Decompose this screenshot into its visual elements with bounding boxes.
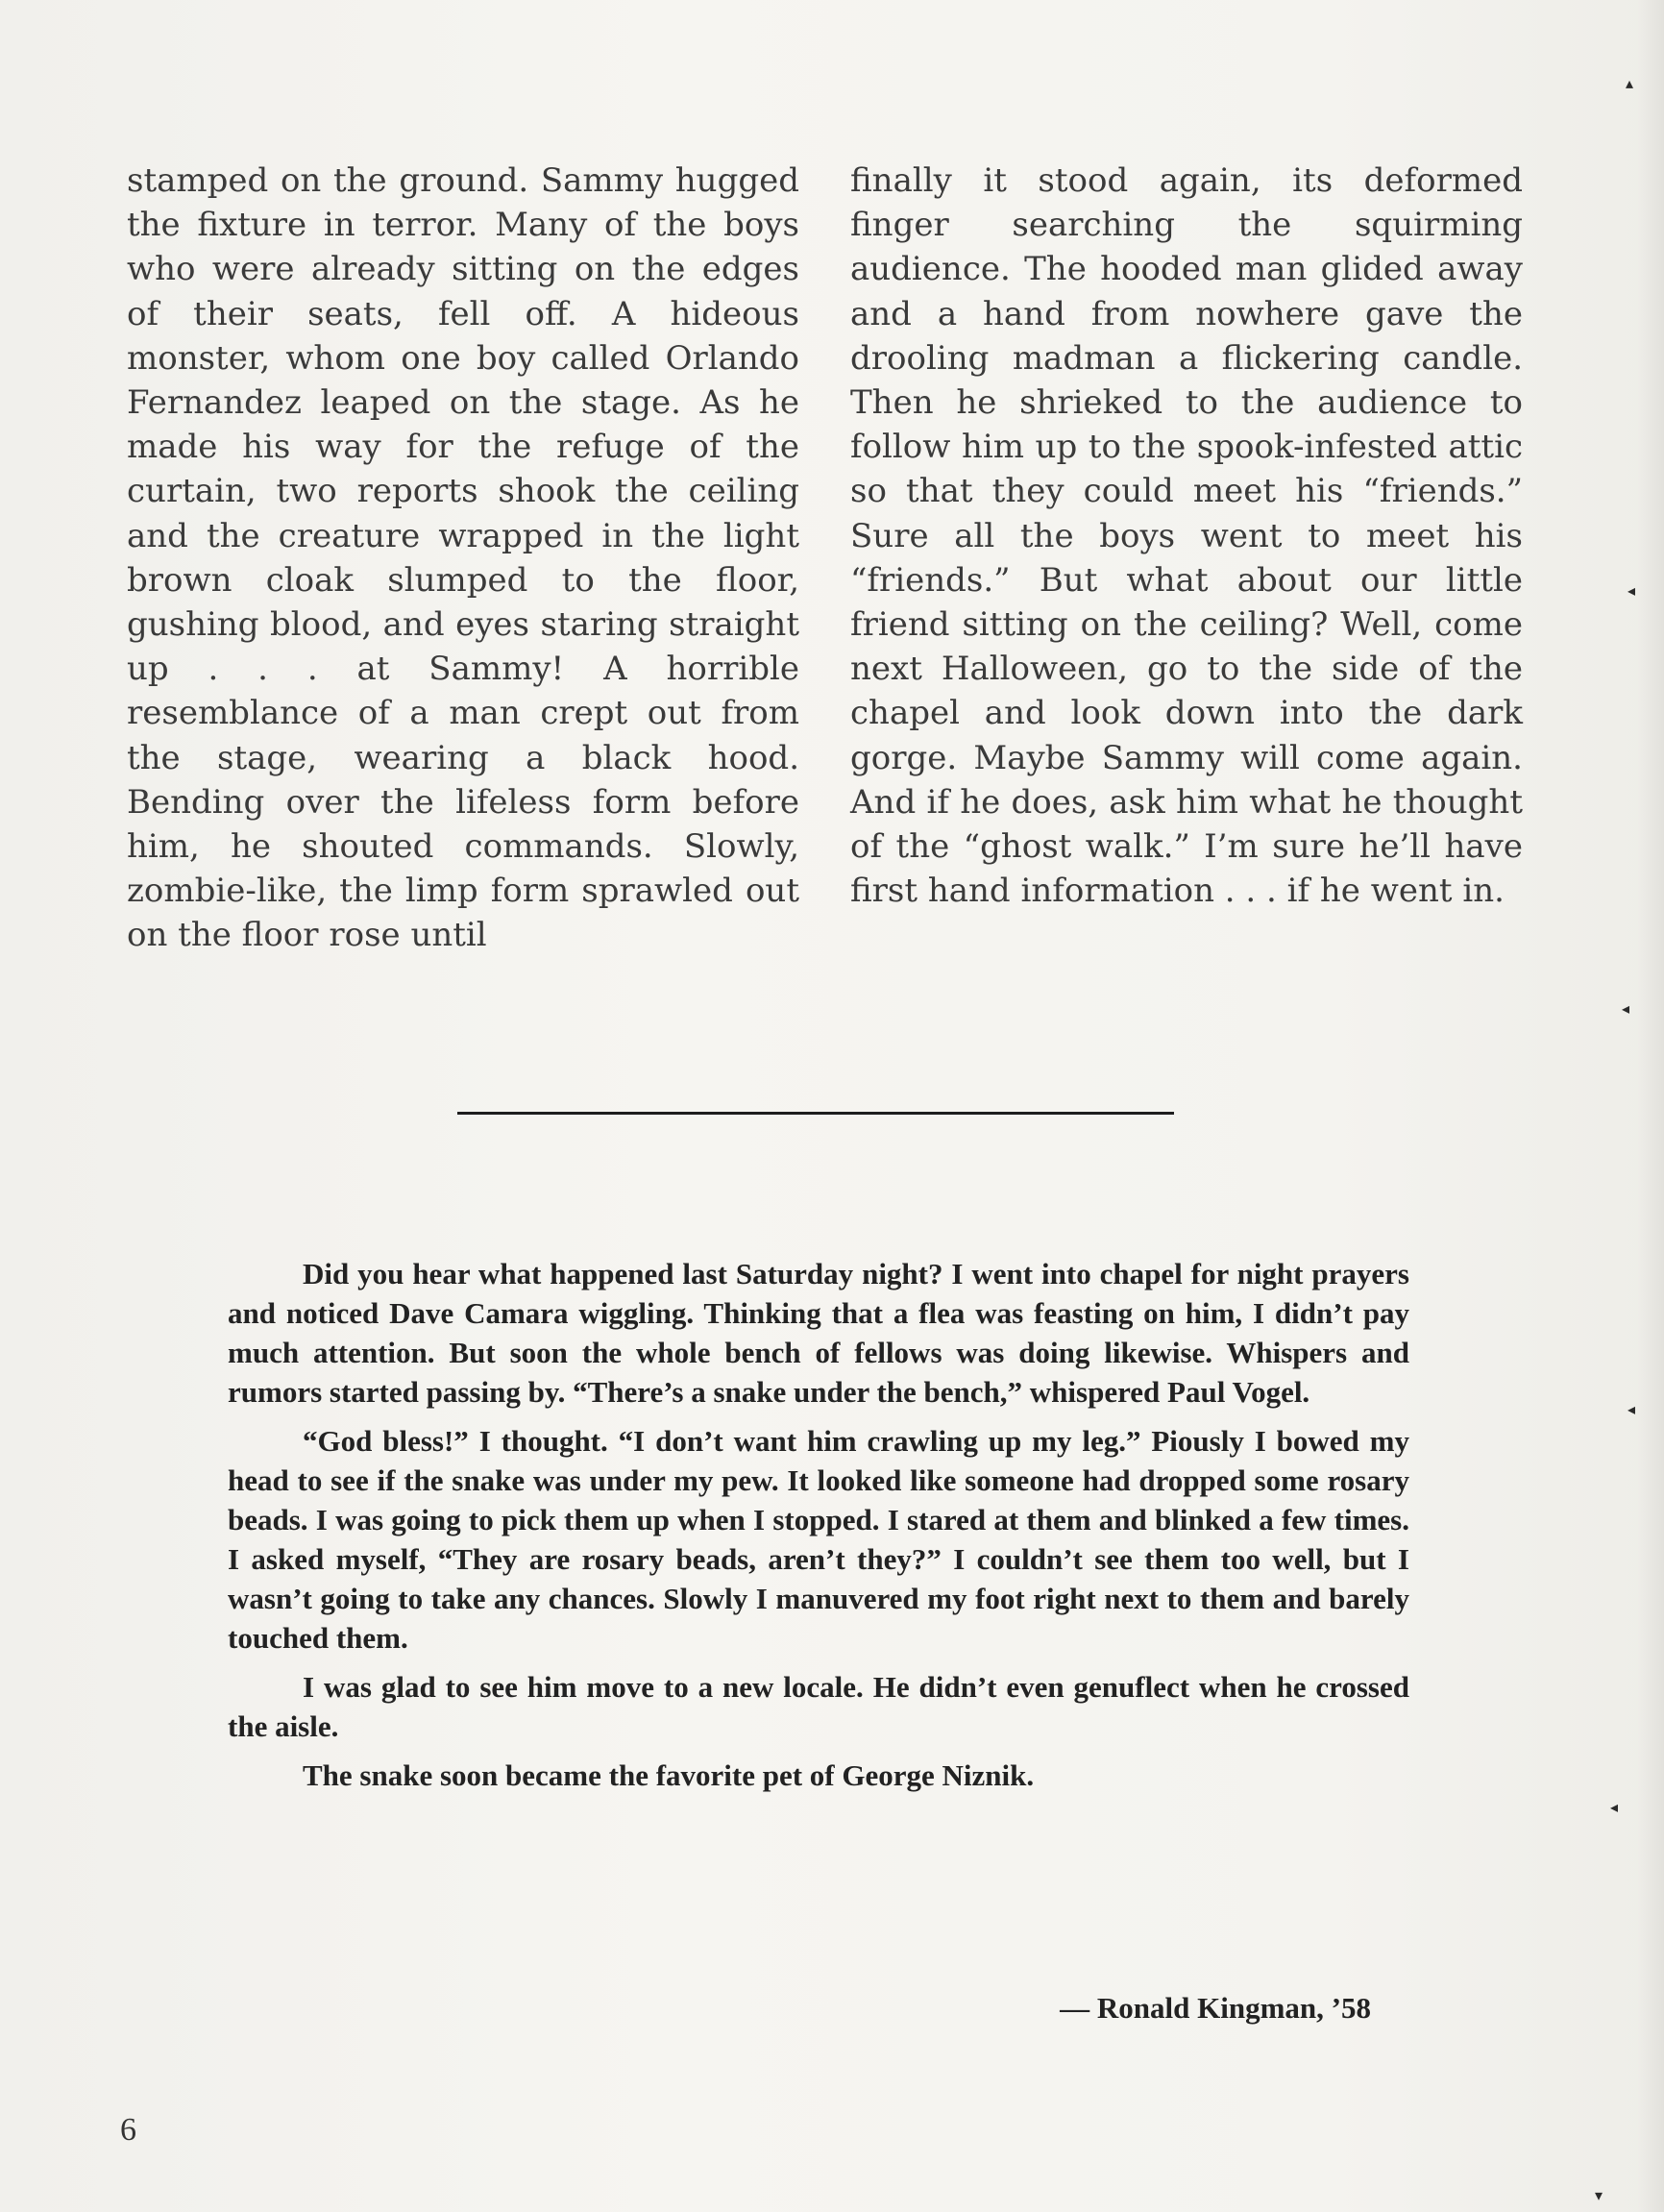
right-column [850,159,1523,958]
binding-mark-icon: ◂ [1627,581,1636,600]
right-column-text: finally it stood again, its deformed finger searching the squirming audience. The hooded man glided away and a hand from nowhere gave the drooling madman a flickering candle. Then he shrieked to the audience to follow him up to the spook-infested attic so that they could meet his “friends.” Sure all the boys went to meet his “friends.” But what about our little friend sitting on the ceiling? Well, come next Halloween, go to the side of the chapel and look down into the dark gorge. Maybe Sammy will come again. And if he does, ask him what he thought of the “ghost walk.” I’m sure he’ll have first hand information . . . if he went in. [850,161,1523,911]
author-signature: — Ronald Kingman, ’58 [1060,1991,1371,2025]
binding-mark-icon: ▴ [1626,74,1634,92]
binding-mark-icon: ◂ [1622,999,1630,1018]
binding-mark-icon: ◂ [1627,1400,1636,1418]
binding-mark-icon: ◂ [1610,1798,1619,1816]
left-column [127,159,799,958]
left-column-text: stamped on the ground. Sammy hugged the fixture in terror. Many of the boys who were already sitting on the edges of their seats, fell off. A hideous monster, whom one boy called Orlando Fernandez leaped on the stage. As he made his way for the refuge of the curtain, two reports shook the ceiling and the creature wrapped in the light brown cloak slumped to the floor, gushing blood, and eyes staring straight up . . . at Sammy! A horrible resemblance of a man crept out from the stage, wearing a black hood. Bending over the lifeless form before him, he shouted commands. Slowly, zombie-like, the limp form sprawled out on the floor rose until [127,161,799,955]
article-paragraph: Did you hear what happened last Saturday night? I went into chapel for night prayers and noticed Dave Camara wiggling. Thinking that a flea was feasting on him, I didn’t pay much attention. But soon the whole bench of fellows was doing likewise. Whispers and rumors started passing by. “There’s a snake under the bench,” whispered Paul Vogel. [228,1257,1409,1409]
article-paragraph: “God bless!” I thought. “I don’t want him crawling up my leg.” Piously I bowed my head to see if the snake was under my pew. It looked like someone had dropped some rosary beads. I was going to pick them up when I stopped. I stared at them and blinked a few times. I asked myself, “They are rosary beads, aren’t they?” I couldn’t see them too well, but I wasn’t going to take any chances. Slowly I manuvered my foot right next to them and barely touched them. [228,1424,1409,1655]
story-columns [127,159,1523,958]
binding-mark-icon: ▾ [1595,2186,1603,2204]
page-number: 6 [120,2112,136,2148]
article-paragraph: I was glad to see him move to a new locale. He didn’t even genuflect when he crossed the aisle. [228,1670,1409,1743]
article-paragraph: The snake soon became the favorite pet of George Niznik. [303,1758,1035,1792]
snake-article [228,1254,1409,1805]
page-edge-shadow [1637,0,1664,2212]
section-divider [457,1112,1174,1115]
